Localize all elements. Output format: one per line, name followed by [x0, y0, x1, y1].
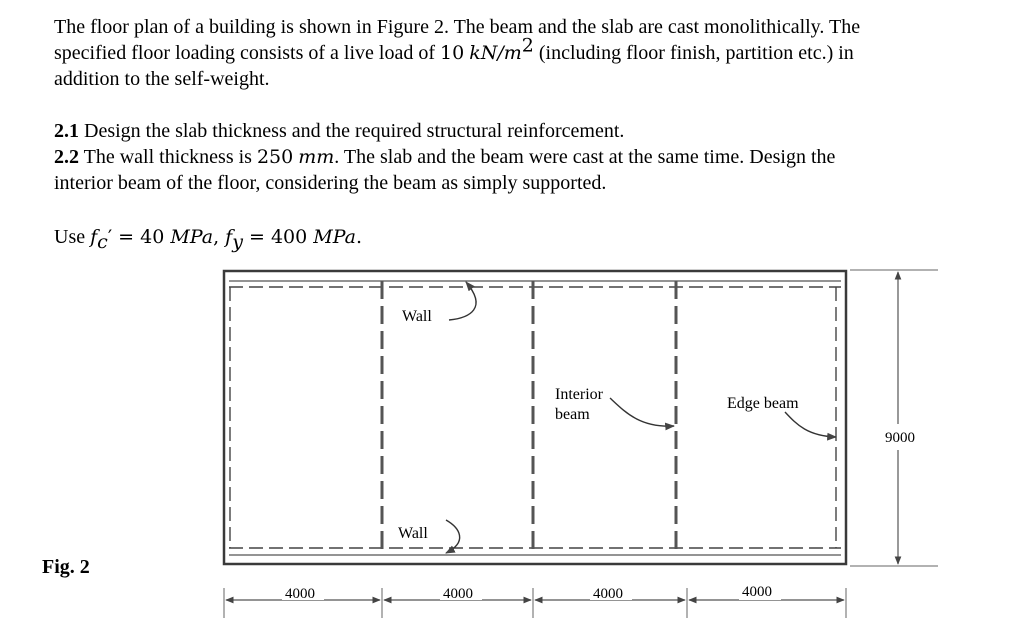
question-2-1-number: 2.1	[54, 120, 79, 142]
dim-span-label-2: 4000	[443, 586, 473, 602]
materials-end: .	[355, 226, 363, 248]
fy-value: = 400	[242, 226, 314, 248]
interior-beam-label-line-1: Interior	[555, 386, 603, 403]
fc-prime: ′	[107, 226, 113, 248]
question-2-2-number: 2.2	[54, 146, 79, 168]
intro-line-2b: (including floor finish, partition etc.) in	[533, 42, 854, 64]
slab-outline	[224, 271, 846, 564]
question-2-2-text-a: The wall thickness is	[79, 146, 257, 168]
fc-value: = 40	[112, 226, 171, 248]
dim-span-label-3: 4000	[593, 586, 623, 602]
wall-top-label: Wall	[402, 308, 432, 325]
fy-subscript: y	[232, 231, 243, 253]
intro-line-1: The floor plan of a building is shown in Figure 2. The beam and the slab are cast monolithically. The	[54, 16, 861, 38]
dim-height-label: 9000	[885, 430, 915, 446]
live-load-unit: kN/m	[469, 42, 522, 64]
wall-thickness-unit: mm	[298, 146, 335, 168]
fy-symbol: f	[225, 226, 233, 248]
materials-separator: ,	[213, 226, 226, 248]
wall-bottom-label: Wall	[398, 525, 428, 542]
live-load-value: 10	[440, 42, 465, 64]
question-2-1-text: Design the slab thickness and the required structural reinforcement.	[79, 120, 625, 142]
intro-line-2a: specified floor loading consists of a live load of	[54, 42, 441, 64]
materials-prefix: Use	[54, 226, 91, 248]
question-2-2-line-2: interior beam of the floor, considering the beam as simply supported.	[54, 172, 607, 194]
fc-subscript: c	[97, 231, 108, 253]
wall-thickness-value: 250	[256, 146, 294, 168]
figure-label: Fig. 2	[42, 556, 90, 578]
dim-span-label-4: 4000	[742, 584, 772, 600]
edge-beam-arrow	[785, 412, 836, 437]
fy-unit: MPa	[313, 226, 356, 248]
live-load-exponent: 2	[521, 34, 534, 57]
interior-beam-arrow	[610, 398, 674, 426]
question-2-2-text-b: . The slab and the beam were cast at the same time. Design the	[334, 146, 836, 168]
dim-span-label-1: 4000	[285, 586, 315, 602]
edge-beam-label: Edge beam	[727, 395, 799, 412]
fc-symbol: f	[90, 226, 98, 248]
intro-line-3: addition to the self-weight.	[54, 68, 270, 90]
fc-unit: MPa	[170, 226, 214, 248]
interior-beam-label-line-2: beam	[555, 406, 590, 423]
